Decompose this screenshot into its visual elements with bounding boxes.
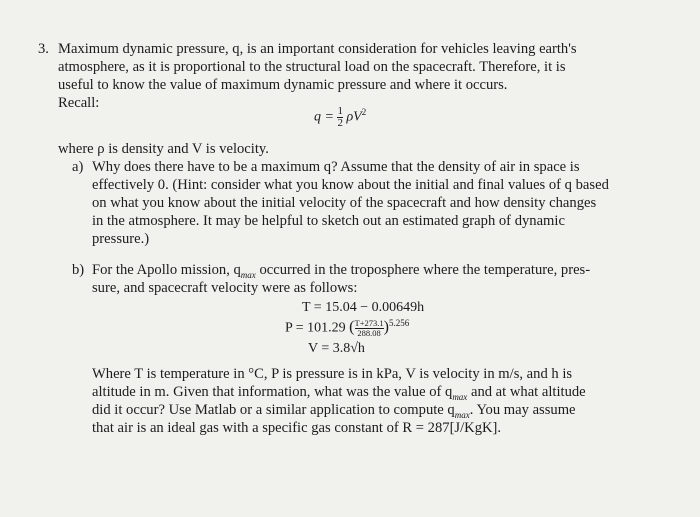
formula-rhs: ρV: [346, 109, 362, 125]
eq-temperature: T = 15.04 − 0.00649h: [302, 300, 425, 315]
part-b-after-3: did it occur? Use Matlab or a similar application to compute $q_{max}$. You may assume: [92, 402, 576, 420]
part-a-line-4: in the atmosphere. It may be helpful to sketch out an estimated graph of dynamic: [92, 213, 565, 229]
problem-number: 3.: [38, 41, 49, 57]
part-b-label: b): [72, 262, 85, 278]
formula-den: 2: [337, 117, 343, 129]
part-a-line-2: effectively 0. (Hint: consider what you know about the initial and final values of q based: [92, 177, 609, 193]
dynamic-pressure-formula: [314, 106, 366, 129]
intro-line-2: atmosphere, as it is proportional to the structural load on the spacecraft. Therefore, it is: [58, 59, 566, 75]
part-a-line-1: Why does there have to be a maximum q? Assume that the density of air in space is: [92, 159, 580, 175]
formula-lhs: q =: [314, 109, 334, 125]
formula-fraction: [337, 106, 343, 129]
eq-velocity: V = 3.8√h: [308, 341, 365, 356]
intro-line-1: Maximum dynamic pressure, q, is an important consideration for vehicles leaving earth's: [58, 41, 577, 57]
intro-line-3: useful to know the value of maximum dynamic pressure and where it occurs.: [58, 77, 508, 93]
part-a-label: a): [72, 159, 84, 175]
part-b-after-4: that air is an ideal gas with a specific gas constant of R = 287[J/KgK].: [92, 420, 502, 436]
formula-exp: 2: [361, 107, 367, 118]
recall-label: Recall:: [58, 95, 100, 111]
part-a-line-5: pressure.): [92, 231, 150, 247]
formula-num: 1: [337, 105, 343, 117]
part-b-after-2: altitude in m. Given that information, what was the value of $q_{max}$ and at what altitude: [92, 384, 586, 402]
part-b-after-1: Where T is temperature in °C, P is pressure is in kPa, V is velocity in m/s, and h is: [92, 366, 573, 382]
eq-pressure: P = 101.29 ( $\frac{T+273.1}{288.08}$ )$^{5.256}$: [285, 317, 410, 338]
part-b-line-1: For the Apollo mission, $q_{max}$ occurred in the troposphere where the temperature, pres-: [92, 262, 591, 280]
part-a-line-3: on what you know about the initial velocity of the spacecraft and how density changes: [92, 195, 597, 211]
part-b-line-2: sure, and spacecraft velocity were as follows:: [92, 280, 358, 296]
where-line: where ρ is density and V is velocity.: [58, 141, 269, 157]
